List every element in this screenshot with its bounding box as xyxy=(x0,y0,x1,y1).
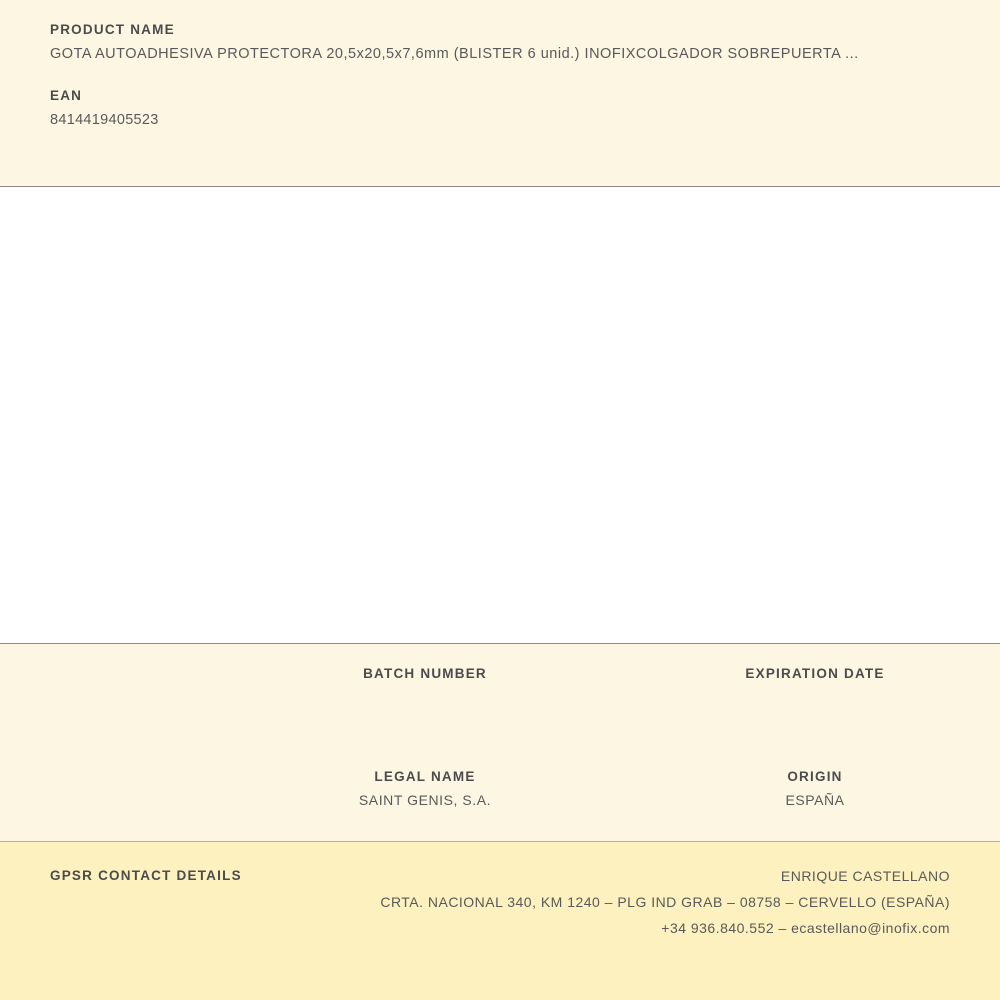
details-spacer xyxy=(50,666,230,707)
expiration-date-cell xyxy=(620,666,1000,707)
expiration-date-label: EXPIRATION DATE xyxy=(745,666,885,681)
legal-name-label: LEGAL NAME xyxy=(374,769,476,784)
expiration-date-value xyxy=(620,689,1000,707)
gpsr-contact-phone-email: +34 936.840.552 – ecastellano@inofix.com xyxy=(661,920,950,936)
origin-value: ESPAÑA xyxy=(785,792,845,808)
product-name-label: PRODUCT NAME xyxy=(50,22,175,37)
product-details-block xyxy=(0,644,1000,842)
details-row-batch xyxy=(50,666,950,707)
legal-name-value: SAINT GENIS, S.A. xyxy=(358,792,492,808)
batch-number-value xyxy=(230,689,620,707)
origin-label: ORIGIN xyxy=(787,769,843,784)
ean-group xyxy=(50,88,950,128)
legal-name-cell xyxy=(230,769,620,810)
gpsr-contact-address: CRTA. NACIONAL 340, KM 1240 – PLG IND GRAB – 08758 – CERVELLO (ESPAÑA) xyxy=(380,894,950,910)
product-name-group xyxy=(50,22,950,62)
batch-number-cell xyxy=(230,666,620,707)
batch-number-label: BATCH NUMBER xyxy=(363,666,487,681)
gpsr-contact-label: GPSR CONTACT DETAILS xyxy=(50,868,242,883)
product-image-area xyxy=(0,187,1000,644)
product-name-value: GOTA AUTOADHESIVA PROTECTORA 20,5x20,5x7,6mm (BLISTER 6 unid.) INOFIXCOLGADOR SOBREPUERTA ... xyxy=(50,46,859,62)
details-row-legal xyxy=(50,769,950,810)
product-info-block xyxy=(0,0,1000,187)
gpsr-contact-footer xyxy=(0,842,1000,1000)
ean-label: EAN xyxy=(50,88,83,103)
gpsr-contact-name: ENRIQUE CASTELLANO xyxy=(780,868,950,884)
origin-cell xyxy=(620,769,1000,810)
ean-value: 8414419405523 xyxy=(50,112,159,128)
details-spacer-2 xyxy=(50,769,230,810)
gpsr-contact-lines xyxy=(380,868,950,936)
